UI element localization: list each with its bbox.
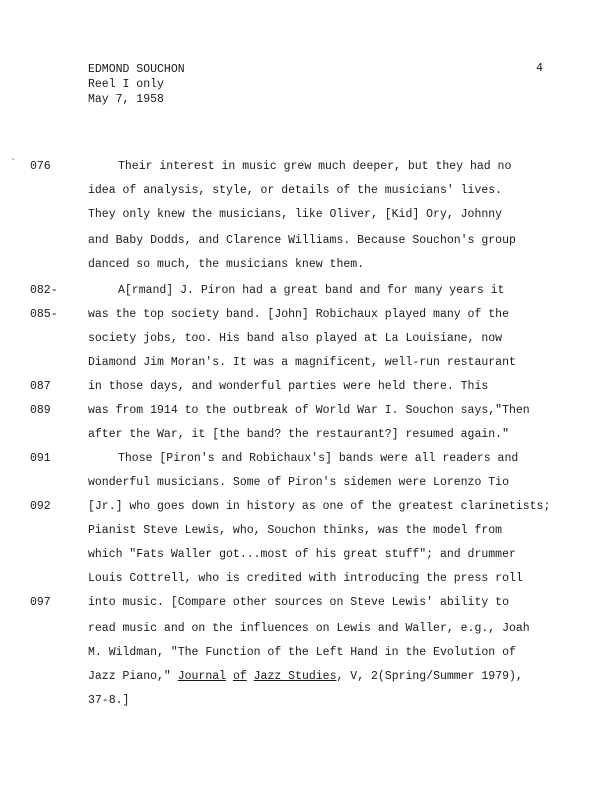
text-segment: , V, 2(Spring/Summer 1979), [336, 670, 523, 683]
journal-title: Journal [177, 670, 227, 683]
text-line: Those [Piron's and Robichaux's] bands were all readers and [118, 452, 519, 465]
text-line: Pianist Steve Lewis, who, Souchon thinks, was the model from [88, 524, 503, 537]
page-header [88, 62, 185, 107]
text-line: in those days, and wonderful parties were held there. This [88, 380, 489, 393]
interview-date: May 7, 1958 [88, 93, 164, 106]
text-line: M. Wildman, "The Function of the Left Hand in the Evolution of [88, 646, 516, 659]
interviewee-name: EDMOND SOUCHON [88, 63, 185, 76]
text-line: Their interest in music grew much deeper, but they had no [118, 160, 512, 173]
text-segment: Jazz Piano," [88, 670, 178, 683]
text-line: after the War, it [the band? the restaurant?] resumed again." [88, 428, 509, 441]
line-number-097: 097 [30, 596, 51, 609]
journal-title: Jazz Studies [253, 670, 337, 683]
text-segment [226, 670, 233, 683]
text-line: danced so much, the musicians knew them. [88, 258, 365, 271]
text-line: society jobs, too. His band also played at La Louisiane, now [88, 332, 503, 345]
text-line: which "Fats Waller got...most of his great stuff"; and drummer [88, 548, 516, 561]
text-line: read music and on the influences on Lewis and Waller, e.g., Joah [88, 622, 530, 635]
text-line: [Jr.] who goes down in history as one of the greatest clarinetists; [88, 500, 551, 513]
reel-info: Reel I only [88, 78, 164, 91]
text-line: Diamond Jim Moran's. It was a magnificent, well-run restaurant [88, 356, 516, 369]
text-line: They only knew the musicians, like Oliver, [Kid] Ory, Johnny [88, 208, 503, 221]
text-line [88, 670, 523, 684]
line-number-076: 076 [30, 160, 51, 173]
text-line: A[rmand] J. Piron had a great band and for many years it [118, 284, 505, 297]
line-number-087: 087 [30, 380, 51, 393]
line-number-085: 085- [30, 308, 58, 321]
text-line: was from 1914 to the outbreak of World War I. Souchon says,"Then [88, 404, 530, 417]
text-line: and Baby Dodds, and Clarence Williams. Because Souchon's group [88, 234, 516, 247]
text-line: Louis Cottrell, who is credited with introducing the press roll [88, 572, 523, 585]
text-line: into music. [Compare other sources on Steve Lewis' ability to [88, 596, 509, 609]
line-number-091: 091 [30, 452, 51, 465]
line-number-092: 092 [30, 500, 51, 513]
page-number: 4 [536, 62, 543, 75]
text-line: idea of analysis, style, or details of the musicians' lives. [88, 184, 503, 197]
line-number-082: 082- [30, 284, 58, 297]
line-number-089: 089 [30, 404, 51, 417]
journal-title: of [232, 670, 247, 683]
text-line: was the top society band. [John] Robichaux played many of the [88, 308, 509, 321]
text-line: wonderful musicians. Some of Piron's sidemen were Lorenzo Tio [88, 476, 509, 489]
text-line: 37-8.] [88, 694, 130, 707]
text-segment [247, 670, 254, 683]
margin-mark: ˎ [10, 151, 17, 162]
